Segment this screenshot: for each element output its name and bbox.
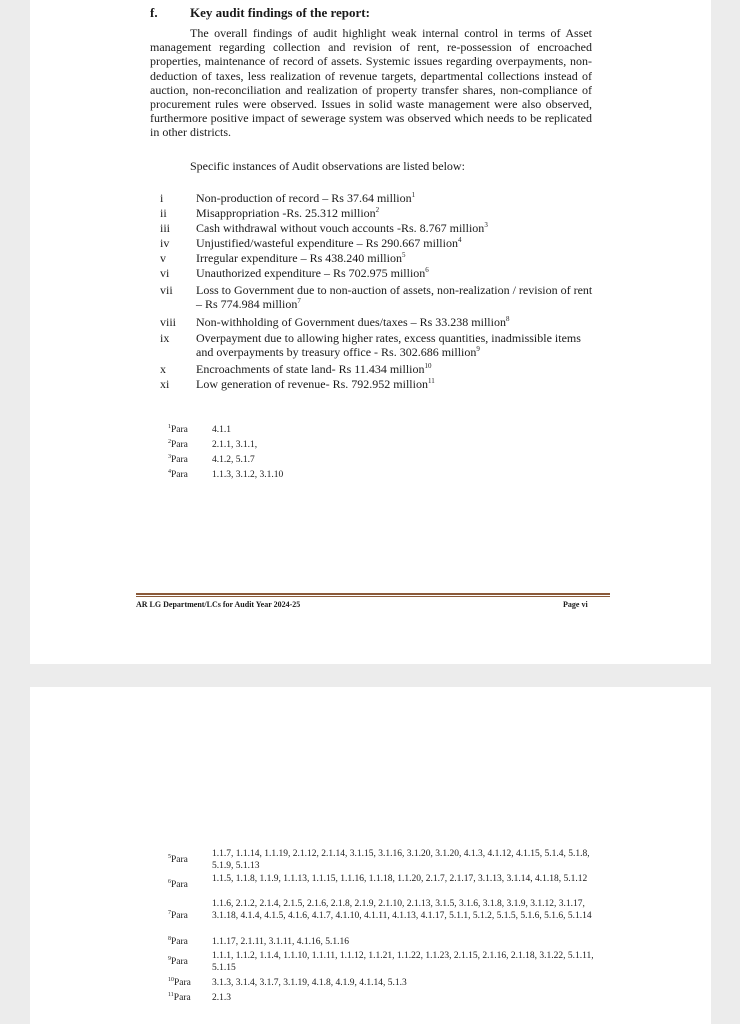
finding-text: Non-withholding of Government dues/taxes – Rs 33.238 million$^8$ — [196, 315, 510, 329]
footnote-value: 1.1.17, 2.1.11, 3.1.11, 4.1.16, 5.1.16 — [212, 937, 350, 947]
footnote-value: 3.1.3, 3.1.4, 3.1.7, 3.1.19, 4.1.8, 4.1.9, 4.1.14, 5.1.3 — [212, 978, 407, 988]
footer-report-title: AR LG Department/LCs for Audit Year 2024-25 — [136, 600, 301, 609]
finding-text: Loss to Government due to non-auction of assets, non-realization / revision of rent – Rs 774.984 million$^7$ — [196, 283, 593, 311]
finding-text: Non-production of record – Rs 37.64 million$^1$ — [196, 191, 416, 205]
document-page-1 — [30, 0, 711, 664]
footnote-label: $^9$Para — [168, 955, 188, 967]
footer-page-number: Page vi — [563, 600, 588, 609]
footnote-value: 4.1.2, 5.1.7 — [212, 455, 255, 465]
findings-intro: Specific instances of Audit observations are listed below: — [190, 159, 465, 173]
footer-rule-thin — [136, 596, 610, 597]
finding-text: Low generation of revenue- Rs. 792.952 million$^{11}$ — [196, 377, 435, 391]
section-label: f. — [150, 5, 158, 20]
footer-rule — [136, 593, 610, 595]
finding-number: iii — [160, 221, 171, 235]
footnote-value: 1.1.6, 2.1.2, 2.1.4, 2.1.5, 2.1.6, 2.1.8, 2.1.9, 2.1.10, 2.1.13, 3.1.5, 3.1.6, 3.1.8, 3.1.9, 3.1.12, 3.1.17, 3.1.18, 4.1.4, 4.1.5, 4.1.6, 4.1.7, 4.1.10, 4.1.11, 4.1.13, 4.1.17, 5.1.1, 5.1.2, 5.1.5, 5.1.6, 5.1.6, 5.1.14 — [212, 899, 592, 921]
finding-number: vi — [160, 266, 170, 280]
finding-number: xi — [160, 377, 170, 391]
footnote-label: $^1$Para — [168, 423, 188, 435]
footnote-label: $^2$Para — [168, 438, 188, 450]
footnote-label: $^8$Para — [168, 935, 188, 947]
footnote-value: 1.1.5, 1.1.8, 1.1.9, 1.1.13, 1.1.15, 1.1.16, 1.1.18, 1.1.20, 2.1.7, 2.1.17, 3.1.13, 3.1.14, 4.1.18, 5.1.12 — [212, 874, 588, 884]
finding-number: v — [160, 251, 166, 265]
finding-text: Overpayment due to allowing higher rates, excess quantities, inadmissible items and overpayments by treasury office - Rs. 302.686 million$^9$ — [196, 331, 581, 359]
finding-number: i — [160, 191, 164, 205]
finding-number: iv — [160, 236, 170, 250]
footnote-label: $^4$Para — [168, 468, 188, 480]
footnote-label: $^3$Para — [168, 453, 188, 465]
footnote-value: 1.1.1, 1.1.2, 1.1.4, 1.1.10, 1.1.11, 1.1.12, 1.1.21, 1.1.22, 1.1.23, 2.1.15, 2.1.16, 2.1.18, 3.1.22, 5.1.11, 5.1.15 — [212, 951, 594, 973]
document-page-2 — [30, 687, 711, 1024]
finding-text: Cash withdrawal without vouch accounts -Rs. 8.767 million$^3$ — [196, 221, 488, 235]
finding-text: Irregular expenditure – Rs 438.240 million$^5$ — [196, 251, 406, 265]
section-title: Key audit findings of the report: — [190, 5, 370, 20]
footnote-value: 2.1.3 — [212, 993, 231, 1003]
footnote-value: 1.1.7, 1.1.14, 1.1.19, 2.1.12, 2.1.14, 3.1.15, 3.1.16, 3.1.20, 3.1.20, 4.1.3, 4.1.12, 4.1.15, 5.1.4, 5.1.8, 5.1.9, 5.1.13 — [212, 849, 590, 871]
finding-text: Encroachments of state land- Rs 11.434 million$^{10}$ — [196, 362, 432, 376]
finding-number: ii — [160, 206, 167, 220]
footnote-label: $^{10}$Para — [168, 976, 191, 988]
footnote-label: $^6$Para — [168, 878, 188, 890]
findings-paragraph: The overall findings of audit highlight weak internal control in terms of Asset management regarding collection and revision of rent, re-possession of encroached properties, maintenance of record of assets. Systemic issues regarding overpayments, non-deduction of taxes, less realization of revenue targets, departmental collections instead of auction, non-reconciliation and realization of property transfer shares, non-compliance of procurement rules were observed. Issues in solid waste management were also observed, furthermore positive impact of sewerage system was observed which needs to be replicated in other districts. — [150, 26, 592, 140]
finding-number: vii — [160, 283, 173, 297]
footnote-value: 1.1.3, 3.1.2, 3.1.10 — [212, 470, 284, 480]
finding-number: x — [160, 362, 166, 376]
footnote-value: 4.1.1 — [212, 425, 231, 435]
finding-text: Misappropriation -Rs. 25.312 million$^2$ — [196, 206, 380, 220]
footnote-label: $^5$Para — [168, 853, 188, 865]
footnote-label: $^7$Para — [168, 909, 188, 921]
finding-number: ix — [160, 331, 170, 345]
finding-text: Unauthorized expenditure – Rs 702.975 million$^6$ — [196, 266, 429, 280]
footnote-label: $^{11}$Para — [168, 991, 191, 1003]
finding-number: viii — [160, 315, 177, 329]
footnote-value: 2.1.1, 3.1.1, — [212, 440, 258, 450]
finding-text: Unjustified/wasteful expenditure – Rs 290.667 million$^4$ — [196, 236, 462, 250]
